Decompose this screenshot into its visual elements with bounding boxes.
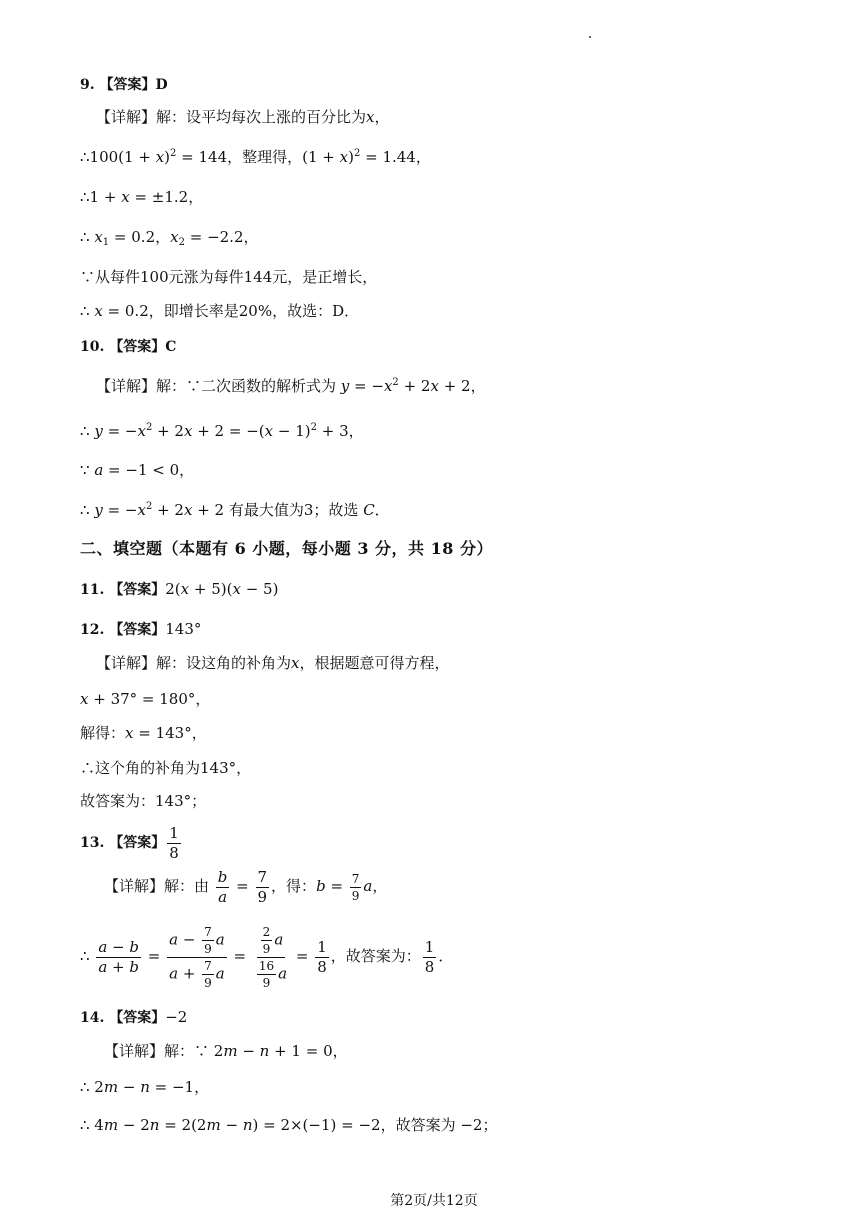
- q9-answer-heading: 9. 【答案】D: [80, 77, 168, 93]
- q12-detail-line-5: 故答案为：143°；: [80, 792, 207, 810]
- q13-detail-line-1: 【详解】解：由 $\frac{b}{a}$ = $\frac{7}{9}$ ，得：b = $\frac{7}{9}$ a，: [104, 867, 388, 906]
- q9-detail-line-1: 【详解】解：设平均每次上涨的百分比为x，: [96, 108, 390, 126]
- q12-detail-line-1: 【详解】解：设这角的补角为x，根据题意可得方程，: [96, 654, 450, 672]
- q9-detail-line-2: ∴100(1 + x)$^2$ = 144，整理得，$(1 + x)^2 = 1.44$，: [80, 148, 431, 166]
- q9-detail-line-6: ∴ x = 0.2，即增长率是20%，故选：D．: [80, 302, 360, 320]
- q10-detail-line-1: 【详解】解：∵二次函数的解析式为 $y = -x^2 + 2x + 2$，: [96, 377, 486, 395]
- q12-answer-heading: 12. 【答案】143°: [80, 620, 202, 638]
- q10-detail-line-4: ∴ $y = -x^2 + 2x + 2$ 有最大值为3；故选 C．: [80, 501, 390, 519]
- page-footer: 第2页/共12页: [390, 1193, 478, 1209]
- q14-answer-heading: 14. 【答案】−2: [80, 1008, 188, 1026]
- q10-detail-line-2: ∴ $y = -x^2 + 2x + 2 = -(x - 1)^2 + 3$，: [80, 422, 364, 440]
- q13-answer-fraction: $\frac{1}{8}$: [169, 823, 179, 862]
- q12-detail-line-2: x + 37° = 180°，: [80, 690, 211, 708]
- section-2-heading: 二、填空题（本题有 6 小题，每小题 3 分，共 18 分）: [80, 539, 493, 558]
- q14-detail-line-1: 【详解】解：∵ 2m − n + 1 = 0，: [104, 1042, 348, 1060]
- q10-answer-heading: 10. 【答案】C: [80, 339, 177, 355]
- q13-detail-line-2: ∴ $\frac{a - b}{a + b}$ = a − $\frac{7}{9}$ a a + $\frac{7}{9}$ a = $\frac{2}{9}$ a $\frac{16}{9}$ a = $\frac{1}{8}$ ，故答案为： $\frac{1}{8}$ ．: [80, 924, 454, 990]
- scan-dot: [589, 36, 591, 38]
- q9-detail-line-5: ∵从每件100元涨为每件144元，是正增长，: [80, 268, 378, 286]
- q9-detail-line-4: ∴ $x_1 = 0.2$，$x_2 = -2.2$，: [80, 228, 259, 248]
- q14-detail-line-3: ∴ 4m − 2n = 2(2m − n) = 2×(−1) = −2，故答案为 −2；: [80, 1116, 498, 1134]
- q11-answer: 11. 【答案】2(x + 5)(x − 5): [80, 580, 279, 598]
- q9-detail-line-3: ∴1 + x = ±1.2，: [80, 188, 204, 206]
- q10-detail-line-3: ∵ a = −1 < 0，: [80, 461, 195, 479]
- q12-detail-line-4: ∴这个角的补角为143°，: [80, 759, 252, 777]
- q12-detail-line-3: 解得：x = 143°，: [80, 724, 207, 742]
- q14-detail-line-2: ∴ 2m − n = −1，: [80, 1078, 210, 1096]
- q13-answer-heading: 13. 【答案】 $\frac{1}{8}$: [80, 823, 179, 862]
